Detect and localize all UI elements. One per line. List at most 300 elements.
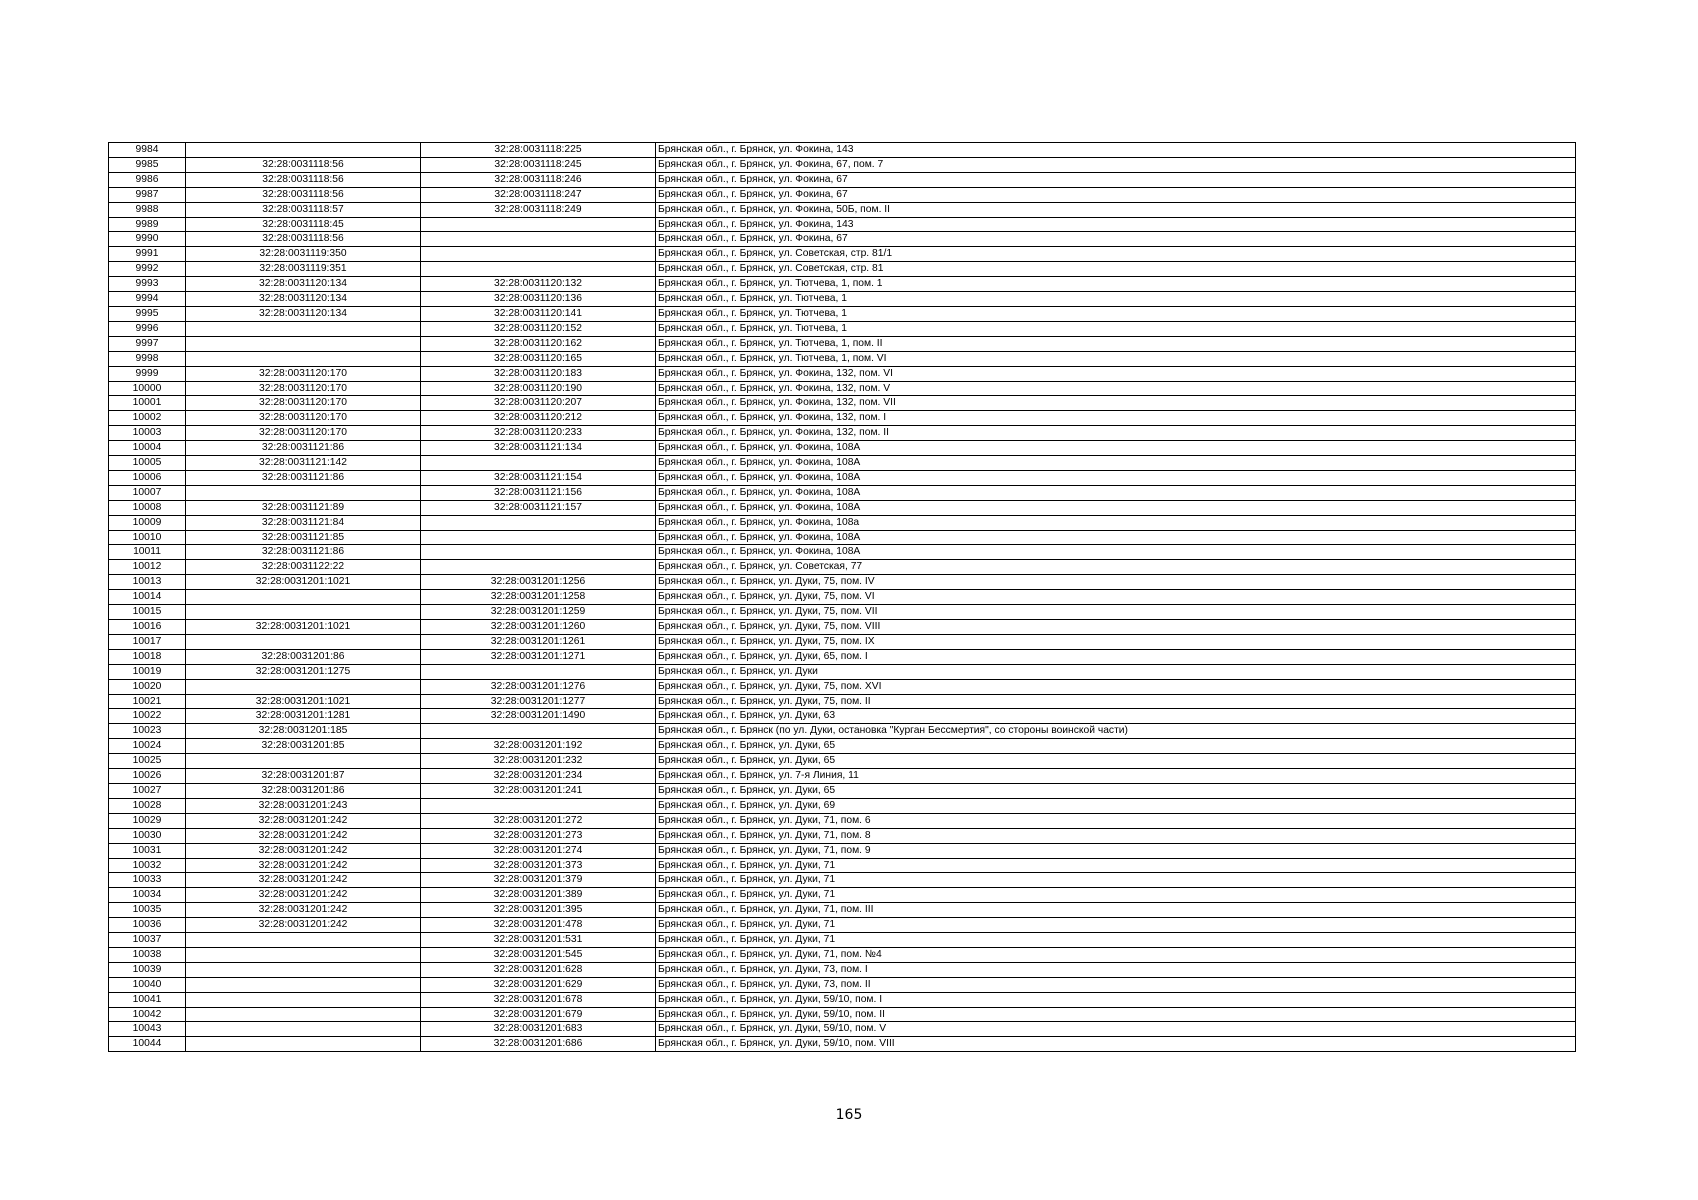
- table-row: [109, 411, 1576, 426]
- cadastral-number-cell: [421, 798, 656, 813]
- row-number-cell: 10018: [109, 649, 186, 664]
- address-cell: Брянская обл., г. Брянск, ул. Дуки, 63: [656, 709, 1576, 724]
- cadastral-number-cell: 32:28:0031120:190: [421, 381, 656, 396]
- table-row: [109, 813, 1576, 828]
- page-number: 165: [835, 1107, 863, 1123]
- address-cell: Брянская обл., г. Брянск, ул. Дуки, 65: [656, 739, 1576, 754]
- parent-cadastral-cell: [186, 336, 421, 351]
- row-number-cell: 10004: [109, 441, 186, 456]
- cadastral-number-cell: 32:28:0031201:628: [421, 962, 656, 977]
- row-number-cell: 9991: [109, 247, 186, 262]
- address-cell: Брянская обл., г. Брянск, ул. Фокина, 143: [656, 217, 1576, 232]
- cadastral-number-cell: 32:28:0031201:1260: [421, 620, 656, 635]
- parent-cadastral-cell: [186, 590, 421, 605]
- row-number-cell: 10032: [109, 858, 186, 873]
- parent-cadastral-cell: 32:28:0031201:242: [186, 888, 421, 903]
- table-row: [109, 381, 1576, 396]
- table-row: [109, 396, 1576, 411]
- parent-cadastral-cell: 32:28:0031201:242: [186, 903, 421, 918]
- parent-cadastral-cell: 32:28:0031201:1275: [186, 664, 421, 679]
- cadastral-number-cell: 32:28:0031201:678: [421, 992, 656, 1007]
- row-number-cell: 10039: [109, 962, 186, 977]
- table-row: [109, 888, 1576, 903]
- address-cell: Брянская обл., г. Брянск, ул. Дуки, 75, пом. VII: [656, 605, 1576, 620]
- cadastral-number-cell: 32:28:0031201:395: [421, 903, 656, 918]
- row-number-cell: 10005: [109, 456, 186, 471]
- cadastral-number-cell: 32:28:0031121:157: [421, 500, 656, 515]
- row-number-cell: 9987: [109, 187, 186, 202]
- row-number-cell: 10023: [109, 724, 186, 739]
- cadastral-number-cell: 32:28:0031201:274: [421, 843, 656, 858]
- cadastral-number-cell: 32:28:0031201:686: [421, 1037, 656, 1052]
- cadastral-number-cell: 32:28:0031118:225: [421, 143, 656, 158]
- address-cell: Брянская обл., г. Брянск, ул. Фокина, 132, пом. I: [656, 411, 1576, 426]
- address-cell: Брянская обл., г. Брянск, ул. Дуки, 59/10, пом. VIII: [656, 1037, 1576, 1052]
- cadastral-number-cell: 32:28:0031201:1261: [421, 634, 656, 649]
- table-row: [109, 262, 1576, 277]
- parent-cadastral-cell: 32:28:0031118:56: [186, 172, 421, 187]
- cadastral-number-cell: 32:28:0031201:1259: [421, 605, 656, 620]
- cadastral-number-cell: [421, 247, 656, 262]
- cadastral-number-cell: 32:28:0031118:247: [421, 187, 656, 202]
- parent-cadastral-cell: 32:28:0031121:89: [186, 500, 421, 515]
- table-row: [109, 515, 1576, 530]
- table-row: [109, 441, 1576, 456]
- table-row: [109, 620, 1576, 635]
- table-row: [109, 709, 1576, 724]
- parent-cadastral-cell: 32:28:0031119:350: [186, 247, 421, 262]
- parent-cadastral-cell: [186, 1037, 421, 1052]
- row-number-cell: 9985: [109, 157, 186, 172]
- table-row: [109, 798, 1576, 813]
- parent-cadastral-cell: 32:28:0031120:170: [186, 396, 421, 411]
- row-number-cell: 10012: [109, 560, 186, 575]
- address-cell: Брянская обл., г. Брянск, ул. Тютчева, 1, пом. II: [656, 336, 1576, 351]
- table-row: [109, 426, 1576, 441]
- row-number-cell: 10024: [109, 739, 186, 754]
- table-row: [109, 843, 1576, 858]
- table-row: [109, 143, 1576, 158]
- row-number-cell: 10037: [109, 933, 186, 948]
- cadastral-number-cell: 32:28:0031201:1271: [421, 649, 656, 664]
- address-cell: Брянская обл., г. Брянск, ул. Советская, стр. 81: [656, 262, 1576, 277]
- table-row: [109, 545, 1576, 560]
- parent-cadastral-cell: 32:28:0031121:86: [186, 470, 421, 485]
- address-cell: Брянская обл., г. Брянск, ул. Фокина, 143: [656, 143, 1576, 158]
- address-cell: Брянская обл., г. Брянск, ул. Дуки, 71, пом. 8: [656, 828, 1576, 843]
- parent-cadastral-cell: 32:28:0031201:85: [186, 739, 421, 754]
- parent-cadastral-cell: [186, 679, 421, 694]
- table-row: [109, 500, 1576, 515]
- table-row: [109, 649, 1576, 664]
- address-cell: Брянская обл., г. Брянск, ул. Дуки, 59/10, пом. II: [656, 1007, 1576, 1022]
- registry-table-body: [109, 143, 1576, 1052]
- cadastral-number-cell: 32:28:0031121:154: [421, 470, 656, 485]
- row-number-cell: 10030: [109, 828, 186, 843]
- parent-cadastral-cell: 32:28:0031120:170: [186, 426, 421, 441]
- parent-cadastral-cell: 32:28:0031120:170: [186, 366, 421, 381]
- table-row: [109, 1007, 1576, 1022]
- row-number-cell: 9995: [109, 306, 186, 321]
- row-number-cell: 10009: [109, 515, 186, 530]
- address-cell: Брянская обл., г. Брянск, ул. Дуки, 71: [656, 918, 1576, 933]
- address-cell: Брянская обл., г. Брянск, ул. Дуки, 65: [656, 754, 1576, 769]
- parent-cadastral-cell: 32:28:0031118:57: [186, 202, 421, 217]
- table-row: [109, 187, 1576, 202]
- row-number-cell: 10040: [109, 977, 186, 992]
- cadastral-number-cell: 32:28:0031120:152: [421, 321, 656, 336]
- table-row: [109, 947, 1576, 962]
- parent-cadastral-cell: [186, 485, 421, 500]
- address-cell: Брянская обл., г. Брянск, ул. 7-я Линия, 11: [656, 769, 1576, 784]
- parent-cadastral-cell: 32:28:0031121:86: [186, 441, 421, 456]
- row-number-cell: 9989: [109, 217, 186, 232]
- row-number-cell: 10007: [109, 485, 186, 500]
- cadastral-number-cell: [421, 515, 656, 530]
- table-row: [109, 336, 1576, 351]
- cadastral-number-cell: [421, 664, 656, 679]
- address-cell: Брянская обл., г. Брянск, ул. Тютчева, 1: [656, 321, 1576, 336]
- cadastral-number-cell: [421, 232, 656, 247]
- table-row: [109, 933, 1576, 948]
- parent-cadastral-cell: 32:28:0031120:170: [186, 381, 421, 396]
- row-number-cell: 10003: [109, 426, 186, 441]
- cadastral-number-cell: [421, 217, 656, 232]
- address-cell: Брянская обл., г. Брянск, ул. Тютчева, 1, пом. VI: [656, 351, 1576, 366]
- address-cell: Брянская обл., г. Брянск, ул. Фокина, 67: [656, 172, 1576, 187]
- row-number-cell: 10036: [109, 918, 186, 933]
- cadastral-number-cell: 32:28:0031120:183: [421, 366, 656, 381]
- address-cell: Брянская обл., г. Брянск, ул. Дуки, 75, пом. VIII: [656, 620, 1576, 635]
- parent-cadastral-cell: 32:28:0031118:45: [186, 217, 421, 232]
- parent-cadastral-cell: 32:28:0031122:22: [186, 560, 421, 575]
- row-number-cell: 9990: [109, 232, 186, 247]
- row-number-cell: 10019: [109, 664, 186, 679]
- table-row: [109, 575, 1576, 590]
- address-cell: Брянская обл., г. Брянск, ул. Дуки, 65, пом. I: [656, 649, 1576, 664]
- cadastral-number-cell: 32:28:0031120:233: [421, 426, 656, 441]
- address-cell: Брянская обл., г. Брянск, ул. Фокина, 67: [656, 187, 1576, 202]
- row-number-cell: 10001: [109, 396, 186, 411]
- parent-cadastral-cell: 32:28:0031121:84: [186, 515, 421, 530]
- row-number-cell: 9986: [109, 172, 186, 187]
- cadastral-number-cell: 32:28:0031121:134: [421, 441, 656, 456]
- cadastral-number-cell: 32:28:0031120:212: [421, 411, 656, 426]
- cadastral-number-cell: 32:28:0031120:136: [421, 292, 656, 307]
- address-cell: Брянская обл., г. Брянск, ул. Дуки, 71: [656, 873, 1576, 888]
- address-cell: Брянская обл., г. Брянск, ул. Фокина, 67: [656, 232, 1576, 247]
- cadastral-number-cell: 32:28:0031201:531: [421, 933, 656, 948]
- table-row: [109, 351, 1576, 366]
- address-cell: Брянская обл., г. Брянск, ул. Советская, 77: [656, 560, 1576, 575]
- parent-cadastral-cell: 32:28:0031201:242: [186, 843, 421, 858]
- parent-cadastral-cell: 32:28:0031201:242: [186, 873, 421, 888]
- cadastral-number-cell: 32:28:0031201:1490: [421, 709, 656, 724]
- cadastral-number-cell: 32:28:0031201:241: [421, 783, 656, 798]
- parent-cadastral-cell: [186, 962, 421, 977]
- parent-cadastral-cell: [186, 351, 421, 366]
- parent-cadastral-cell: 32:28:0031201:86: [186, 649, 421, 664]
- address-cell: Брянская обл., г. Брянск, ул. Дуки, 75, пом. IV: [656, 575, 1576, 590]
- row-number-cell: 10029: [109, 813, 186, 828]
- address-cell: Брянская обл., г. Брянск, ул. Тютчева, 1: [656, 306, 1576, 321]
- parent-cadastral-cell: [186, 634, 421, 649]
- registry-sheet: [108, 142, 1575, 1052]
- parent-cadastral-cell: 32:28:0031201:243: [186, 798, 421, 813]
- row-number-cell: 9984: [109, 143, 186, 158]
- row-number-cell: 10006: [109, 470, 186, 485]
- registry-table: [108, 142, 1576, 1052]
- row-number-cell: 9999: [109, 366, 186, 381]
- address-cell: Брянская обл., г. Брянск, ул. Дуки, 71, пом. 6: [656, 813, 1576, 828]
- parent-cadastral-cell: [186, 977, 421, 992]
- address-cell: Брянская обл., г. Брянск, ул. Дуки, 73, пом. II: [656, 977, 1576, 992]
- row-number-cell: 10002: [109, 411, 186, 426]
- address-cell: Брянская обл., г. Брянск, ул. Фокина, 132, пом. VI: [656, 366, 1576, 381]
- table-row: [109, 321, 1576, 336]
- table-row: [109, 873, 1576, 888]
- table-row: [109, 634, 1576, 649]
- parent-cadastral-cell: 32:28:0031121:85: [186, 530, 421, 545]
- table-row: [109, 1022, 1576, 1037]
- cadastral-number-cell: 32:28:0031201:683: [421, 1022, 656, 1037]
- parent-cadastral-cell: 32:28:0031201:87: [186, 769, 421, 784]
- row-number-cell: 10031: [109, 843, 186, 858]
- table-row: [109, 277, 1576, 292]
- table-row: [109, 366, 1576, 381]
- address-cell: Брянская обл., г. Брянск, ул. Дуки, 71, пом. III: [656, 903, 1576, 918]
- address-cell: Брянская обл., г. Брянск, ул. Дуки, 71, пом. №4: [656, 947, 1576, 962]
- address-cell: Брянская обл., г. Брянск, ул. Дуки, 71: [656, 933, 1576, 948]
- cadastral-number-cell: [421, 262, 656, 277]
- cadastral-number-cell: 32:28:0031201:1258: [421, 590, 656, 605]
- table-row: [109, 903, 1576, 918]
- address-cell: Брянская обл., г. Брянск, ул. Тютчева, 1, пом. 1: [656, 277, 1576, 292]
- address-cell: Брянская обл., г. Брянск, ул. Фокина, 108А: [656, 530, 1576, 545]
- cadastral-number-cell: 32:28:0031201:679: [421, 1007, 656, 1022]
- table-row: [109, 769, 1576, 784]
- parent-cadastral-cell: [186, 1022, 421, 1037]
- address-cell: Брянская обл., г. Брянск, ул. Дуки: [656, 664, 1576, 679]
- row-number-cell: 10038: [109, 947, 186, 962]
- row-number-cell: 9994: [109, 292, 186, 307]
- parent-cadastral-cell: 32:28:0031201:242: [186, 813, 421, 828]
- cadastral-number-cell: 32:28:0031201:272: [421, 813, 656, 828]
- address-cell: Брянская обл., г. Брянск, ул. Дуки, 75, пом. XVI: [656, 679, 1576, 694]
- address-cell: Брянская обл., г. Брянск, ул. Дуки, 75, пом. IX: [656, 634, 1576, 649]
- row-number-cell: 10042: [109, 1007, 186, 1022]
- row-number-cell: 10011: [109, 545, 186, 560]
- table-row: [109, 992, 1576, 1007]
- table-row: [109, 292, 1576, 307]
- table-row: [109, 664, 1576, 679]
- address-cell: Брянская обл., г. Брянск, ул. Фокина, 132, пом. V: [656, 381, 1576, 396]
- address-cell: Брянская обл., г. Брянск, ул. Дуки, 71: [656, 888, 1576, 903]
- parent-cadastral-cell: 32:28:0031201:242: [186, 858, 421, 873]
- table-row: [109, 739, 1576, 754]
- cadastral-number-cell: 32:28:0031120:165: [421, 351, 656, 366]
- row-number-cell: 9998: [109, 351, 186, 366]
- address-cell: Брянская обл., г. Брянск, ул. Дуки, 69: [656, 798, 1576, 813]
- parent-cadastral-cell: 32:28:0031120:134: [186, 306, 421, 321]
- table-row: [109, 605, 1576, 620]
- address-cell: Брянская обл., г. Брянск, ул. Фокина, 108А: [656, 500, 1576, 515]
- cadastral-number-cell: 32:28:0031201:545: [421, 947, 656, 962]
- cadastral-number-cell: [421, 545, 656, 560]
- cadastral-number-cell: 32:28:0031201:273: [421, 828, 656, 843]
- parent-cadastral-cell: 32:28:0031118:56: [186, 157, 421, 172]
- cadastral-number-cell: 32:28:0031201:1276: [421, 679, 656, 694]
- parent-cadastral-cell: [186, 605, 421, 620]
- address-cell: Брянская обл., г. Брянск, ул. Дуки, 59/10, пом. I: [656, 992, 1576, 1007]
- row-number-cell: 9992: [109, 262, 186, 277]
- row-number-cell: 10041: [109, 992, 186, 1007]
- row-number-cell: 10020: [109, 679, 186, 694]
- row-number-cell: 10026: [109, 769, 186, 784]
- table-row: [109, 783, 1576, 798]
- table-row: [109, 157, 1576, 172]
- cadastral-number-cell: 32:28:0031118:246: [421, 172, 656, 187]
- row-number-cell: 10008: [109, 500, 186, 515]
- cadastral-number-cell: 32:28:0031201:389: [421, 888, 656, 903]
- address-cell: Брянская обл., г. Брянск, ул. Дуки, 59/10, пом. V: [656, 1022, 1576, 1037]
- table-row: [109, 456, 1576, 471]
- row-number-cell: 10016: [109, 620, 186, 635]
- row-number-cell: 10015: [109, 605, 186, 620]
- parent-cadastral-cell: 32:28:0031201:86: [186, 783, 421, 798]
- cadastral-number-cell: 32:28:0031201:629: [421, 977, 656, 992]
- row-number-cell: 10035: [109, 903, 186, 918]
- parent-cadastral-cell: [186, 1007, 421, 1022]
- cadastral-number-cell: 32:28:0031120:207: [421, 396, 656, 411]
- table-row: [109, 754, 1576, 769]
- table-row: [109, 679, 1576, 694]
- table-row: [109, 247, 1576, 262]
- row-number-cell: 10010: [109, 530, 186, 545]
- address-cell: Брянская обл., г. Брянск, ул. Советская, стр. 81/1: [656, 247, 1576, 262]
- table-row: [109, 1037, 1576, 1052]
- table-row: [109, 724, 1576, 739]
- table-row: [109, 918, 1576, 933]
- row-number-cell: 10043: [109, 1022, 186, 1037]
- row-number-cell: 10044: [109, 1037, 186, 1052]
- cadastral-number-cell: 32:28:0031120:141: [421, 306, 656, 321]
- cadastral-number-cell: 32:28:0031121:156: [421, 485, 656, 500]
- address-cell: Брянская обл., г. Брянск, ул. Дуки, 73, пом. I: [656, 962, 1576, 977]
- table-row: [109, 530, 1576, 545]
- parent-cadastral-cell: 32:28:0031201:1021: [186, 620, 421, 635]
- cadastral-number-cell: 32:28:0031120:162: [421, 336, 656, 351]
- table-row: [109, 485, 1576, 500]
- cadastral-number-cell: 32:28:0031201:232: [421, 754, 656, 769]
- table-row: [109, 560, 1576, 575]
- address-cell: Брянская обл., г. Брянск, ул. Фокина, 108А: [656, 470, 1576, 485]
- address-cell: Брянская обл., г. Брянск, ул. Фокина, 108А: [656, 545, 1576, 560]
- cadastral-number-cell: [421, 530, 656, 545]
- cadastral-number-cell: 32:28:0031201:1256: [421, 575, 656, 590]
- parent-cadastral-cell: 32:28:0031201:1021: [186, 575, 421, 590]
- address-cell: Брянская обл., г. Брянск, ул. Дуки, 75, пом. II: [656, 694, 1576, 709]
- table-row: [109, 470, 1576, 485]
- table-row: [109, 977, 1576, 992]
- address-cell: Брянская обл., г. Брянск (по ул. Дуки, остановка "Курган Бессмертия", со стороны воинской части): [656, 724, 1576, 739]
- parent-cadastral-cell: 32:28:0031201:242: [186, 828, 421, 843]
- address-cell: Брянская обл., г. Брянск, ул. Фокина, 108А: [656, 441, 1576, 456]
- parent-cadastral-cell: 32:28:0031120:134: [186, 277, 421, 292]
- parent-cadastral-cell: 32:28:0031201:185: [186, 724, 421, 739]
- address-cell: Брянская обл., г. Брянск, ул. Тютчева, 1: [656, 292, 1576, 307]
- table-row: [109, 232, 1576, 247]
- parent-cadastral-cell: 32:28:0031118:56: [186, 232, 421, 247]
- address-cell: Брянская обл., г. Брянск, ул. Фокина, 67, пом. 7: [656, 157, 1576, 172]
- cadastral-number-cell: 32:28:0031118:249: [421, 202, 656, 217]
- parent-cadastral-cell: [186, 143, 421, 158]
- table-row: [109, 172, 1576, 187]
- parent-cadastral-cell: [186, 321, 421, 336]
- address-cell: Брянская обл., г. Брянск, ул. Дуки, 71, пом. 9: [656, 843, 1576, 858]
- cadastral-number-cell: 32:28:0031201:192: [421, 739, 656, 754]
- cadastral-number-cell: 32:28:0031201:373: [421, 858, 656, 873]
- row-number-cell: 9988: [109, 202, 186, 217]
- row-number-cell: 9996: [109, 321, 186, 336]
- address-cell: Брянская обл., г. Брянск, ул. Фокина, 108а: [656, 515, 1576, 530]
- parent-cadastral-cell: 32:28:0031119:351: [186, 262, 421, 277]
- row-number-cell: 9997: [109, 336, 186, 351]
- table-row: [109, 590, 1576, 605]
- table-row: [109, 828, 1576, 843]
- cadastral-number-cell: [421, 456, 656, 471]
- parent-cadastral-cell: 32:28:0031201:1281: [186, 709, 421, 724]
- parent-cadastral-cell: [186, 933, 421, 948]
- parent-cadastral-cell: 32:28:0031201:1021: [186, 694, 421, 709]
- table-row: [109, 306, 1576, 321]
- address-cell: Брянская обл., г. Брянск, ул. Фокина, 108А: [656, 485, 1576, 500]
- table-row: [109, 962, 1576, 977]
- address-cell: Брянская обл., г. Брянск, ул. Дуки, 71: [656, 858, 1576, 873]
- row-number-cell: 10000: [109, 381, 186, 396]
- parent-cadastral-cell: 32:28:0031120:134: [186, 292, 421, 307]
- parent-cadastral-cell: 32:28:0031118:56: [186, 187, 421, 202]
- address-cell: Брянская обл., г. Брянск, ул. Фокина, 108А: [656, 456, 1576, 471]
- cadastral-number-cell: 32:28:0031120:132: [421, 277, 656, 292]
- parent-cadastral-cell: 32:28:0031121:142: [186, 456, 421, 471]
- cadastral-number-cell: 32:28:0031201:478: [421, 918, 656, 933]
- cadastral-number-cell: 32:28:0031201:1277: [421, 694, 656, 709]
- cadastral-number-cell: 32:28:0031201:379: [421, 873, 656, 888]
- row-number-cell: 10022: [109, 709, 186, 724]
- row-number-cell: 10013: [109, 575, 186, 590]
- parent-cadastral-cell: 32:28:0031120:170: [186, 411, 421, 426]
- row-number-cell: 10027: [109, 783, 186, 798]
- address-cell: Брянская обл., г. Брянск, ул. Фокина, 132, пом. II: [656, 426, 1576, 441]
- parent-cadastral-cell: 32:28:0031201:242: [186, 918, 421, 933]
- parent-cadastral-cell: [186, 947, 421, 962]
- cadastral-number-cell: [421, 724, 656, 739]
- row-number-cell: 10033: [109, 873, 186, 888]
- address-cell: Брянская обл., г. Брянск, ул. Дуки, 65: [656, 783, 1576, 798]
- row-number-cell: 10025: [109, 754, 186, 769]
- table-row: [109, 694, 1576, 709]
- row-number-cell: 10014: [109, 590, 186, 605]
- parent-cadastral-cell: [186, 754, 421, 769]
- table-row: [109, 217, 1576, 232]
- row-number-cell: 9993: [109, 277, 186, 292]
- parent-cadastral-cell: 32:28:0031121:86: [186, 545, 421, 560]
- row-number-cell: 10021: [109, 694, 186, 709]
- cadastral-number-cell: 32:28:0031118:245: [421, 157, 656, 172]
- address-cell: Брянская обл., г. Брянск, ул. Фокина, 132, пом. VII: [656, 396, 1576, 411]
- cadastral-number-cell: 32:28:0031201:234: [421, 769, 656, 784]
